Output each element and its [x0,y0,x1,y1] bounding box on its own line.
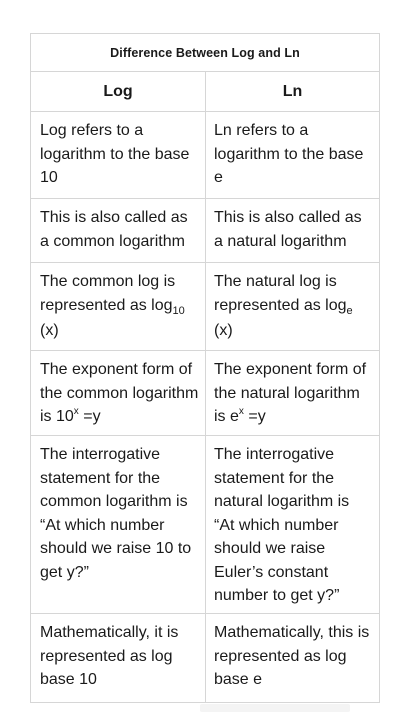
log-notation-subscript: 10 [172,304,185,317]
ln-notation-text: The natural log is represented as log [214,273,347,314]
log-exponent-text: The exponent form of the common logarithm is 10 [40,361,199,425]
faded-footer-mark [200,704,350,712]
ln-notation-subscript: e [346,304,353,317]
table-title: Difference Between Log and Ln [31,34,379,72]
ln-exponent-text: The exponent form of the natural logarithm is e [214,361,367,425]
cell-log-notation [31,263,205,350]
cell-log-exponent-form [31,351,205,435]
cell-ln-notation [205,263,379,350]
log-notation-argument: (x) [40,322,59,339]
table-row [31,263,379,351]
ln-exponent-superscript: x [238,406,244,417]
table-row [31,199,379,263]
log-exponent-superscript: x [73,406,79,417]
ln-notation-argument: (x) [214,322,233,339]
table-header-row [31,72,379,112]
table-row [31,614,379,702]
table-row [31,112,379,199]
cell-ln-definition: Ln refers to a logarithm to the base e [205,112,379,198]
cell-log-alias: This is also called as a common logarithm [40,209,188,250]
table-row [31,351,379,436]
comparison-table [30,33,380,703]
cell-ln-alias: This is also called as a natural logarithm [205,199,379,262]
cell-ln-mathematical: Mathematically, this is represented as log base e [205,614,379,702]
cell-ln-exponent-form [205,351,379,435]
cell-log-definition: Log refers to a logarithm to the base 10 [40,122,190,186]
log-notation-text: The common log is represented as log [40,273,176,314]
cell-log-question: The interrogative statement for the common logarithm is “At which number should we raise 10 to get y?” [40,446,192,581]
table-row [31,436,379,614]
log-exponent-equation: =y [78,408,101,425]
header-ln: Ln [205,72,379,111]
header-log: Log [103,82,133,100]
cell-ln-question: The interrogative statement for the natural logarithm is “At which number should we raise Euler’s constant number to get y?” [205,436,379,613]
cell-log-mathematical: Mathematically, it is represented as log base 10 [40,624,179,688]
ln-exponent-equation: =y [243,408,266,425]
